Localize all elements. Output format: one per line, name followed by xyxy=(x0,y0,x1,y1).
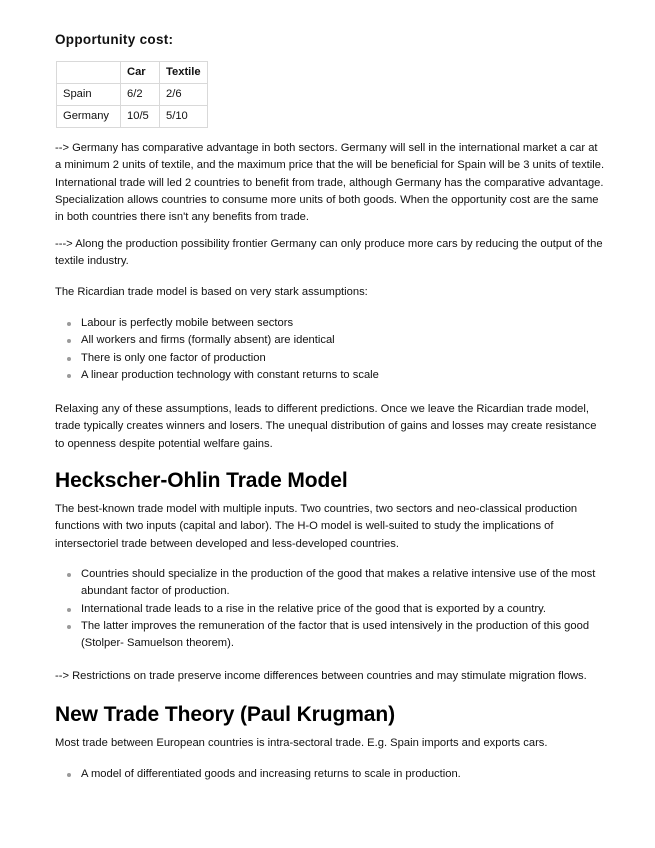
ricardian-assumptions-intro: The Ricardian trade model is based on very stark assumptions: xyxy=(55,286,368,298)
heckscher-ohlin-intro: The best-known trade model with multiple inputs. Two countries, two sectors and neo-classical production functions with two inputs (capital and labor). The H-O model is well-suited to study the implications of intersectoriel trade between developed and less-developed countries. xyxy=(55,503,578,550)
list-item: A linear production technology with constant returns to scale xyxy=(55,367,605,384)
new-trade-theory-intro: Most trade between European countries is intra-sectoral trade. E.g. Spain imports and exports cars. xyxy=(55,737,548,749)
list-item: International trade leads to a rise in the relative price of the good that is exported by a country. xyxy=(55,601,605,618)
table-row xyxy=(57,106,208,128)
trade-restrictions-paragraph: --> Restrictions on trade preserve income differences between countries and may stimulate migration flows. xyxy=(55,670,587,682)
ppf-paragraph: ---> Along the production possibility frontier Germany can only produce more cars by reducing the output of the textile industry. xyxy=(55,238,603,268)
ricardian-assumptions-list xyxy=(55,315,605,384)
heckscher-ohlin-list xyxy=(55,566,605,653)
comparative-advantage-paragraph: --> Germany has comparative advantage in both sectors. Germany will sell in the international market a car at a minimum 2 units of textile, and the maximum price that the will be beneficial for Spain will be 3 units of textile. International trade will led 2 countries to benefit from trade, although Germany has the comparative advantage. Specialization allows countries to consume more units of both goods. When the opportunity cost are the same in both countries there isn't any benefits from trade. xyxy=(55,142,605,224)
list-item: There is only one factor of production xyxy=(55,350,605,367)
table-row xyxy=(57,84,208,106)
relaxing-assumptions-paragraph: Relaxing any of these assumptions, leads to different predictions. Once we leave the Ricardian trade model, trade typically creates winners and losers. The unequal distribution of gains and losses may create resistance to openness despite potential welfare gains. xyxy=(55,403,597,450)
opportunity-cost-table xyxy=(56,61,208,128)
table-cell: 2/6 xyxy=(160,84,208,106)
list-item: All workers and firms (formally absent) are identical xyxy=(55,332,605,349)
list-item: Labour is perfectly mobile between sectors xyxy=(55,315,605,332)
table-cell: Germany xyxy=(57,106,121,128)
table-header-cell xyxy=(57,62,121,84)
new-trade-theory-heading: New Trade Theory (Paul Krugman) xyxy=(55,703,395,726)
table-cell: Spain xyxy=(57,84,121,106)
table-cell: 5/10 xyxy=(160,106,208,128)
table-header-row xyxy=(57,62,208,84)
list-item: Countries should specialize in the production of the good that makes a relative intensive use of the most abundant factor of production. xyxy=(55,566,605,601)
table-header-cell: Car xyxy=(121,62,160,84)
opportunity-cost-heading: Opportunity cost: xyxy=(55,32,174,47)
list-item: The latter improves the remuneration of the factor that is used intensively in the production of this good (Stolper- Samuelson theorem). xyxy=(55,618,605,653)
table-cell: 6/2 xyxy=(121,84,160,106)
new-trade-theory-list xyxy=(55,766,605,783)
table-header-cell: Textile xyxy=(160,62,208,84)
heckscher-ohlin-heading: Heckscher-Ohlin Trade Model xyxy=(55,469,348,492)
list-item: A model of differentiated goods and increasing returns to scale in production. xyxy=(55,766,605,783)
table-cell: 10/5 xyxy=(121,106,160,128)
